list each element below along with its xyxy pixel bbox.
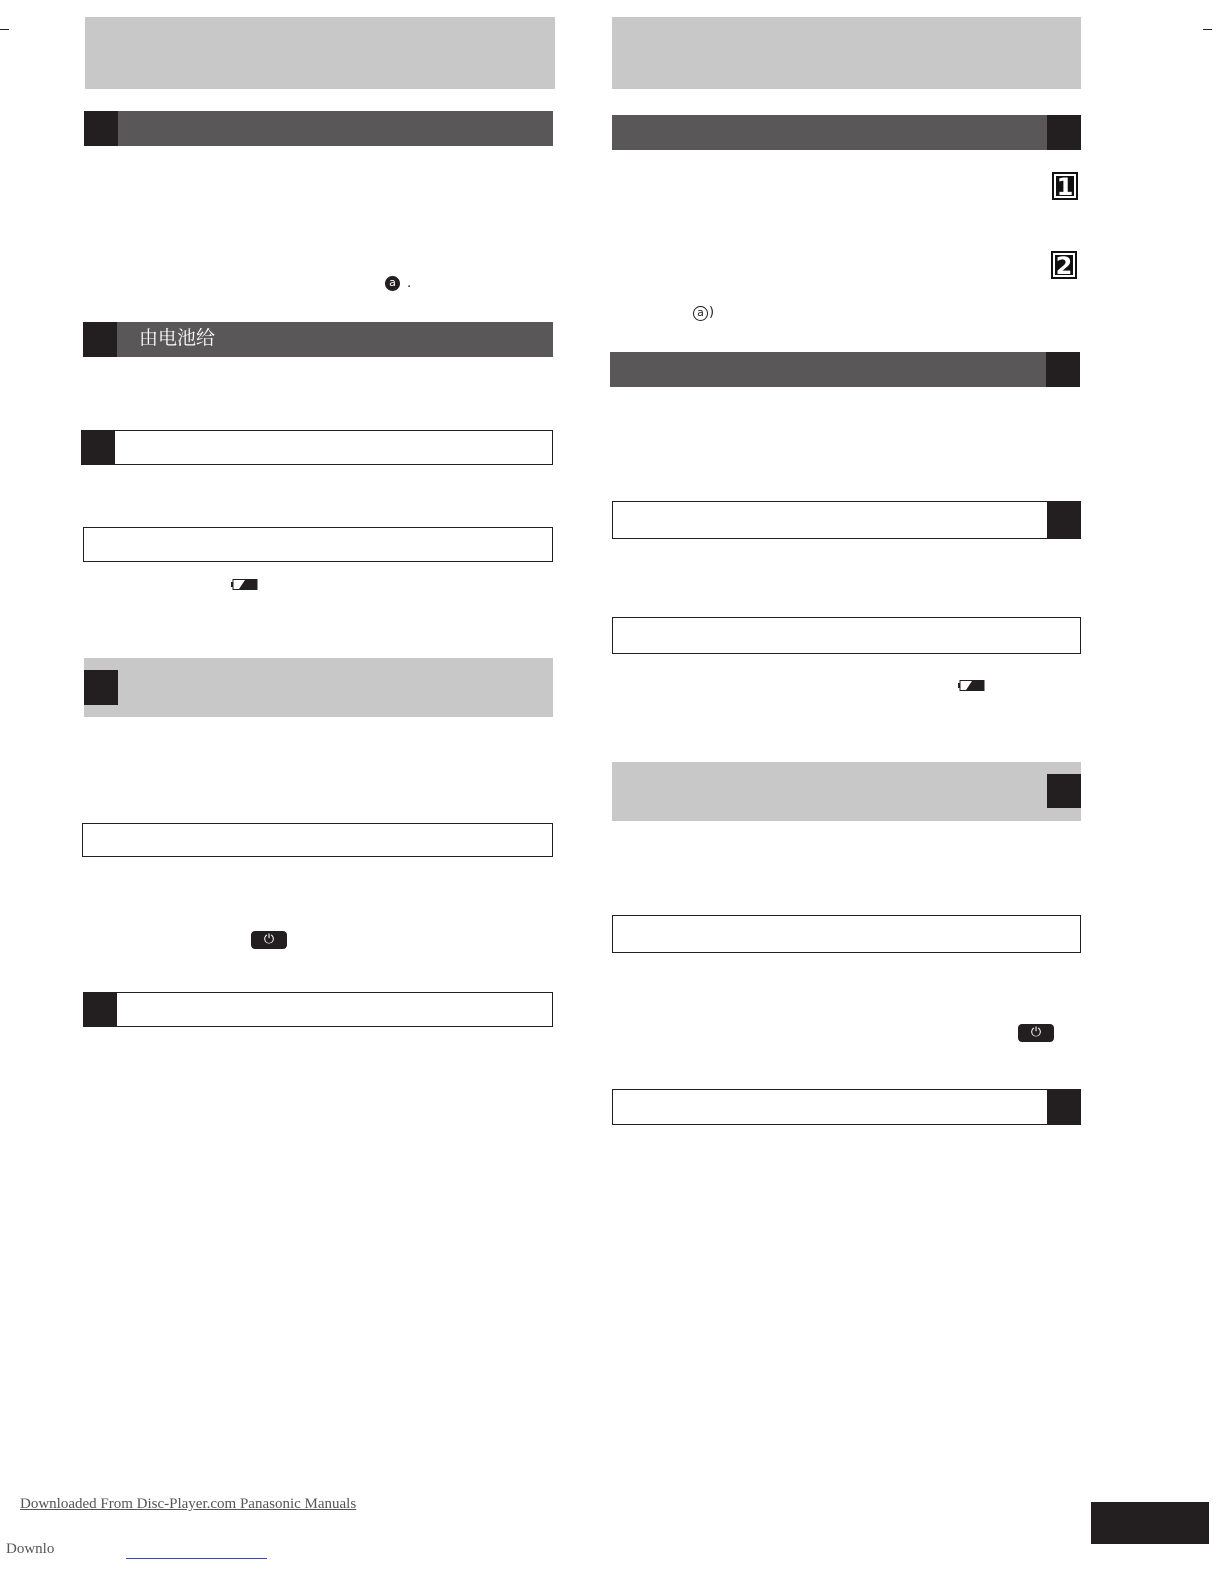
left-section-bar-1 <box>84 111 553 146</box>
right-note-box-4 <box>612 1089 1081 1125</box>
left-note-marker-4 <box>83 992 117 1027</box>
right-section-marker-1 <box>1047 115 1081 150</box>
power-button-icon-right: ⏻ <box>1018 1024 1054 1042</box>
step-1-badge: 1 <box>1052 172 1078 200</box>
download-source-link[interactable]: Downloaded From Disc-Player.com Panasonic Manuals <box>20 1496 357 1512</box>
power-button-icon: ⏻ <box>251 931 287 949</box>
footer-underline-link[interactable] <box>126 1558 267 1559</box>
right-gray-section <box>612 762 1081 821</box>
left-header-block <box>85 17 555 89</box>
left-note-box-3 <box>82 823 553 857</box>
step-2-badge: 2 <box>1051 251 1077 279</box>
battery-low-icon <box>231 579 258 590</box>
circled-a-marker-right: a <box>693 306 708 321</box>
left-note-marker-1 <box>81 430 115 465</box>
right-section-bar-1 <box>612 115 1081 150</box>
right-section-bar-2 <box>610 352 1080 387</box>
left-gray-section-marker <box>84 670 118 705</box>
right-gray-section-marker <box>1047 774 1081 808</box>
right-note-box-2 <box>612 617 1081 654</box>
left-note-box-1 <box>81 430 553 465</box>
left-note-box-4 <box>83 992 553 1027</box>
callout-period: . <box>407 276 412 291</box>
crop-mark-right <box>1203 29 1212 30</box>
left-gray-section <box>84 658 553 717</box>
left-section-marker-1 <box>84 111 118 146</box>
right-note-marker-1 <box>1047 502 1081 538</box>
battery-low-icon-right <box>958 680 985 691</box>
right-section-marker-2 <box>1046 352 1080 387</box>
battery-section-marker <box>83 322 117 357</box>
right-note-marker-4 <box>1047 1089 1081 1125</box>
left-note-box-2 <box>83 527 553 562</box>
circled-a-marker: a <box>385 276 400 291</box>
crop-mark-left <box>0 29 9 30</box>
right-note-box-3 <box>612 915 1081 953</box>
page-number-block <box>1091 1502 1209 1544</box>
right-note-box-1 <box>612 501 1081 539</box>
truncated-footer-text: Downlo <box>6 1541 55 1557</box>
right-header-block <box>612 17 1081 89</box>
callout-paren: ) <box>709 305 715 320</box>
battery-section-title: 由电池给 <box>139 327 216 349</box>
